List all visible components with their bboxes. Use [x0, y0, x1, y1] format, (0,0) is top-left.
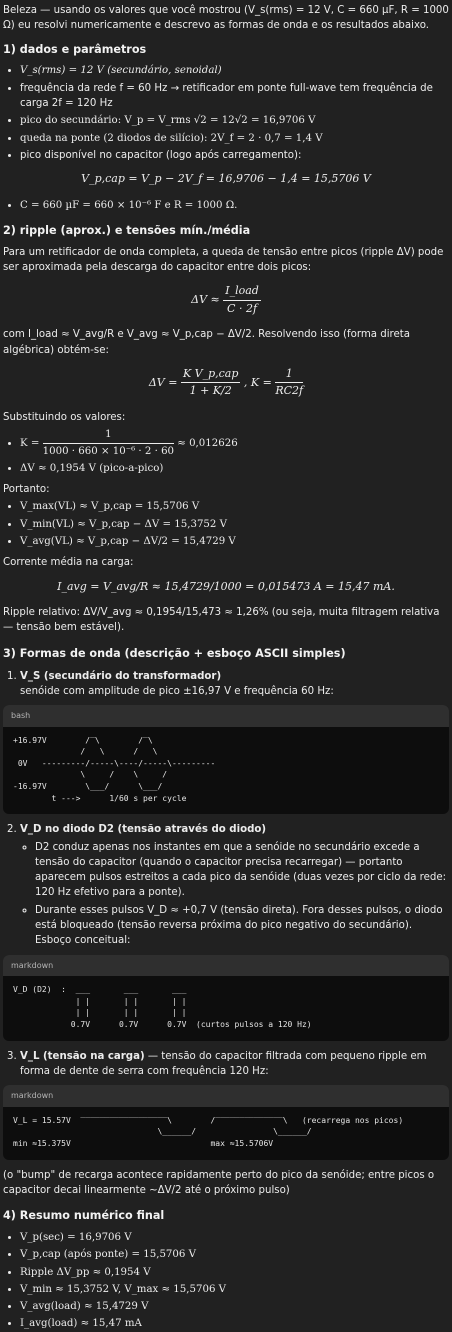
paragraph: com I_load ≈ V_avg/R e V_avg ≈ V_p,cap − ΔV/2. Resolvendo isso (forma direta algébrica) obtém-se:: [3, 329, 411, 356]
fraction-numerator: 1: [43, 427, 174, 443]
paragraph: Portanto:: [3, 484, 50, 496]
list-item: ◦ D2 conduz apenas nos instantes em que a senóide no secundário excede a tensão do capacitor (quando o capacitor precisa recarregar) — portanto aparecem pulsos estreitos a cada pico da senóide (duas vezes por ciclo da rede: 120 Hz efetivo para a ponte).: [35, 840, 449, 901]
section-1-title: 1) dados e parâmetros: [3, 42, 147, 56]
list-item: [20, 822, 449, 948]
fraction-denominator: 1000 · 660 × 10⁻⁶ · 2 · 60: [42, 445, 175, 457]
list-item: ◦ Durante esses pulsos V_D ≈ +0,7 V (tensão direta). Fora desses pulsos, o diodo está bloqueado (tensão reversa próxima do pico negativo do secundário). Esboço conceitual:: [35, 903, 449, 949]
code-content[interactable]: V_L = 15.57V ‾‾‾‾‾‾‾‾‾‾‾‾‾‾‾‾‾‾\ /‾‾‾‾‾‾‾‾‾‾‾‾‾‾\ (recarrega nos picos) \______/ \______/ min ≈15.375V max ≈15.5706V: [13, 1115, 404, 1148]
list-item: • V_min(VL) ≈ V_p,cap − ΔV = 15,3752 V: [20, 517, 449, 532]
k-rhs: ≈ 0,012626: [177, 438, 238, 450]
list-item: • pico do secundário: V_p = V_rms √2 = 12√2 = 16,9706 V: [20, 113, 449, 128]
list-item: • pico disponível no capacitor (logo após carregamento):: [20, 148, 449, 163]
section-2-title: 2) ripple (aprox.) e tensões mín./média: [3, 223, 251, 237]
equation-iavg: I_avg = V_avg/R ≈ 15,4729/1000 = 0,015473 A = 15,47 mA.: [57, 579, 395, 593]
paragraph: Para um retificador de onda completa, a queda de tensão entre picos (ripple ΔV) pode ser aproximada pela descarga do capacitor entre dois picos:: [3, 246, 444, 274]
list-item: [20, 427, 449, 459]
list-item: • Ripple ΔV_pp ≈ 0,1954 V: [20, 1265, 449, 1280]
code-content[interactable]: +16.97V /‾\ /‾\ / \ / \ 0V ---------/-----\----/-----\--------- \ / \ / -16.97V \___/ \___/ t ---> 1/60 s per cycle: [13, 735, 216, 803]
list-item: • ΔV ≈ 0,1954 V (pico-a-pico): [20, 461, 449, 476]
paragraph: Substituindo os valores:: [3, 411, 126, 423]
eq-lhs: ΔV ≈: [191, 293, 220, 307]
code-block: [3, 705, 449, 814]
list-item: [20, 1049, 449, 1080]
list-item: • I_avg(load) ≈ 15,47 mA: [20, 1316, 449, 1331]
code-block: [3, 955, 449, 1041]
waveform-list: [3, 669, 449, 700]
list-item: • V_avg(load) ≈ 15,4729 V: [20, 1299, 449, 1314]
list-item: • queda na ponte (2 diodos de silício): 2V_f = 2 · 0,7 = 1,4 V: [20, 131, 449, 146]
params-list-2: [3, 198, 449, 213]
fraction-denominator: RC2f: [275, 384, 304, 398]
voltage-list: [3, 499, 449, 549]
paragraph: Corrente média na carga:: [3, 557, 134, 569]
list-item: • V_p,cap (após ponte) = 15,5706 V: [20, 1247, 449, 1262]
equation-ripple: [3, 283, 449, 317]
list-item: • V_min ≈ 15,3752 V, V_max ≈ 15,5706 V: [20, 1282, 449, 1297]
item-title: V_D no diodo D2 (tensão através do diodo): [20, 824, 267, 836]
paragraph: Ripple relativo: ΔV/V_avg ≈ 0,1954/15,473 ≈ 1,26% (ou seja, muita filtragem relativa — tensão bem estável).: [3, 607, 440, 634]
fraction-numerator: I_load: [223, 283, 261, 301]
code-language-label: markdown: [3, 1085, 449, 1107]
list-item: • V_max(VL) ≈ V_p,cap = 15,5706 V: [20, 499, 449, 514]
fraction-numerator: K V_p,cap: [181, 366, 240, 384]
code-language-label: markdown: [3, 955, 449, 977]
waveform-list: [3, 1049, 449, 1080]
list-item: • C = 660 µF = 660 × 10⁻⁶ F e R = 1000 Ω.: [20, 198, 449, 213]
item-title: V_S (secundário do transformador): [20, 670, 222, 682]
code-content[interactable]: V_D (D2) : ___ ___ ___ | | | | | | | | | | | | 0.7V 0.7V 0.7V (curtos pulsos a 120 Hz): [13, 985, 312, 1030]
code-block: [3, 1085, 449, 1159]
list-item: • frequência da rede f = 60 Hz → retificador em ponte full-wave tem frequência de carga 2f = 120 Hz: [20, 81, 449, 112]
eq-k-label: , K =: [243, 375, 272, 389]
equation-solution: [3, 366, 449, 400]
fraction-denominator: C · 2f: [227, 301, 258, 315]
fraction-numerator: 1: [275, 366, 303, 384]
fraction: [181, 366, 240, 400]
item-desc: — tensão do capacitor filtrada com pequeno ripple em forma de dente de serra com frequência 120 Hz:: [20, 1050, 427, 1077]
code-language-label: bash: [3, 705, 449, 727]
params-list: [3, 63, 449, 163]
list-item: • V_avg(VL) ≈ V_p,cap − ΔV/2 = 15,4729 V: [20, 534, 449, 549]
section-3-title: 3) Formas de onda (descrição + esboço ASCII simples): [3, 646, 346, 660]
section-4-title: 4) Resumo numérico final: [3, 1209, 165, 1223]
list-item: • V_s(rms) = 12 V (secundário, senoidal): [20, 63, 449, 78]
equation-vpcap: V_p,cap = V_p − 2V_f = 16,9706 − 1,4 = 15,5706 V: [81, 172, 371, 186]
fraction: [223, 283, 261, 317]
fraction-denominator: 1 + K/2: [189, 384, 232, 398]
k-lhs: K =: [20, 438, 40, 450]
nested-list: [20, 840, 449, 949]
fraction: [43, 427, 174, 459]
values-list: [3, 427, 449, 476]
intro-text: Beleza — usando os valores que você mostrou (V_s(rms) = 12 V, C = 660 µF, R = 1000 Ω) eu resolvi numericamente e descrevo as formas de onda e os resultados abaixo.: [3, 5, 449, 32]
fraction: [275, 366, 303, 400]
eq-lhs: ΔV =: [148, 375, 178, 389]
list-item: [20, 669, 449, 700]
item-title: V_L (tensão na carga): [20, 1050, 145, 1062]
list-item: • V_p(sec) = 16,9706 V: [20, 1230, 449, 1245]
item-desc: senóide com amplitude de pico ±16,97 V e frequência 60 Hz:: [20, 685, 334, 697]
waveform-list: [3, 822, 449, 948]
summary-list: [3, 1230, 449, 1332]
paragraph: (o "bump" de recarga acontece rapidamente perto do pico da senóide; entre picos o capacitor decai linearmente ~ΔV/2 até o próximo pulso): [3, 1169, 435, 1196]
